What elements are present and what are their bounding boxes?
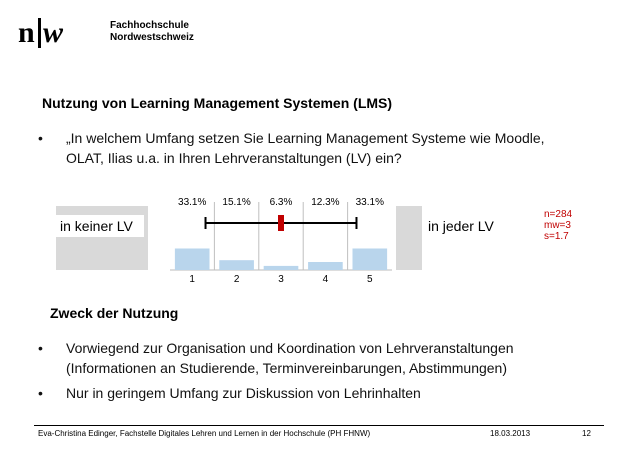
right-label: in jeder LV xyxy=(428,218,494,234)
category-labels-group xyxy=(189,274,373,284)
value-label: 33.1% xyxy=(178,197,207,208)
slide-title: Nutzung von Learning Management Systemen (LMS) xyxy=(42,95,393,111)
footer-page-number: 12 xyxy=(582,429,591,438)
question-line-2: OLAT, Ilias u.a. in Ihren Lehrveranstaltungen (LV) ein? xyxy=(66,150,402,166)
category-label: 4 xyxy=(322,274,329,284)
bar-1 xyxy=(175,248,210,270)
category-label: 2 xyxy=(233,274,240,284)
value-label: 6.3% xyxy=(269,197,293,208)
bar-3 xyxy=(264,266,299,270)
survey-chart xyxy=(56,192,586,284)
logo-line-1: Fachhochschule xyxy=(110,20,189,31)
purpose-bullet-2 xyxy=(38,383,618,403)
svg-text:n: n xyxy=(18,18,35,48)
category-label: 3 xyxy=(278,274,284,284)
logo-line-2: Nordwestschweiz xyxy=(110,32,194,43)
footer-rule xyxy=(34,425,604,426)
value-label: 12.3% xyxy=(311,197,340,208)
bullet-dot: • xyxy=(38,340,43,356)
right-label-box xyxy=(396,206,422,270)
value-label: 33.1% xyxy=(355,197,384,208)
mean-marker xyxy=(278,215,284,231)
stat-n: n=284 xyxy=(544,209,573,220)
stat-mw: mw=3 xyxy=(544,220,571,231)
question-line-1: „In welchem Umfang setzen Sie Learning Management Systeme wie Moodle, xyxy=(66,130,545,146)
bars-group xyxy=(175,248,387,270)
category-label: 1 xyxy=(189,274,195,284)
survey-chart-svg xyxy=(56,192,586,284)
gridlines-group xyxy=(214,202,347,270)
bullet-dot: • xyxy=(38,385,43,401)
fhnw-logo-text xyxy=(110,20,310,44)
value-labels-group xyxy=(178,197,384,208)
purpose-heading: Zweck der Nutzung xyxy=(50,305,179,321)
footer-date: 18.03.2013 xyxy=(490,429,531,438)
value-label: 15.1% xyxy=(222,197,251,208)
left-label: in keiner LV xyxy=(60,218,133,234)
svg-text:w: w xyxy=(43,18,64,48)
bar-4 xyxy=(308,262,343,270)
purpose-bullet-1 xyxy=(38,338,618,378)
bullet-dot: • xyxy=(38,130,43,146)
question-bullet xyxy=(38,128,618,168)
footer-author: Eva-Christina Edinger, Fachstelle Digitales Lehren und Lernen in der Hochschule (PH FHNW) xyxy=(38,429,371,438)
bar-5 xyxy=(352,248,387,270)
bar-2 xyxy=(219,260,254,270)
fhnw-logo-mark xyxy=(18,18,74,48)
purpose-bullet-2-line-1: Nur in geringem Umfang zur Diskussion von Lehrinhalten xyxy=(66,385,421,401)
purpose-bullet-1-line-1: Vorwiegend zur Organisation und Koordination von Lehrveranstaltungen xyxy=(66,340,514,356)
purpose-bullet-1-line-2: (Informationen an Studierende, Terminvereinbarungen, Abstimmungen) xyxy=(66,360,507,376)
stat-s: s=1.7 xyxy=(544,231,569,242)
category-label: 5 xyxy=(367,274,373,284)
